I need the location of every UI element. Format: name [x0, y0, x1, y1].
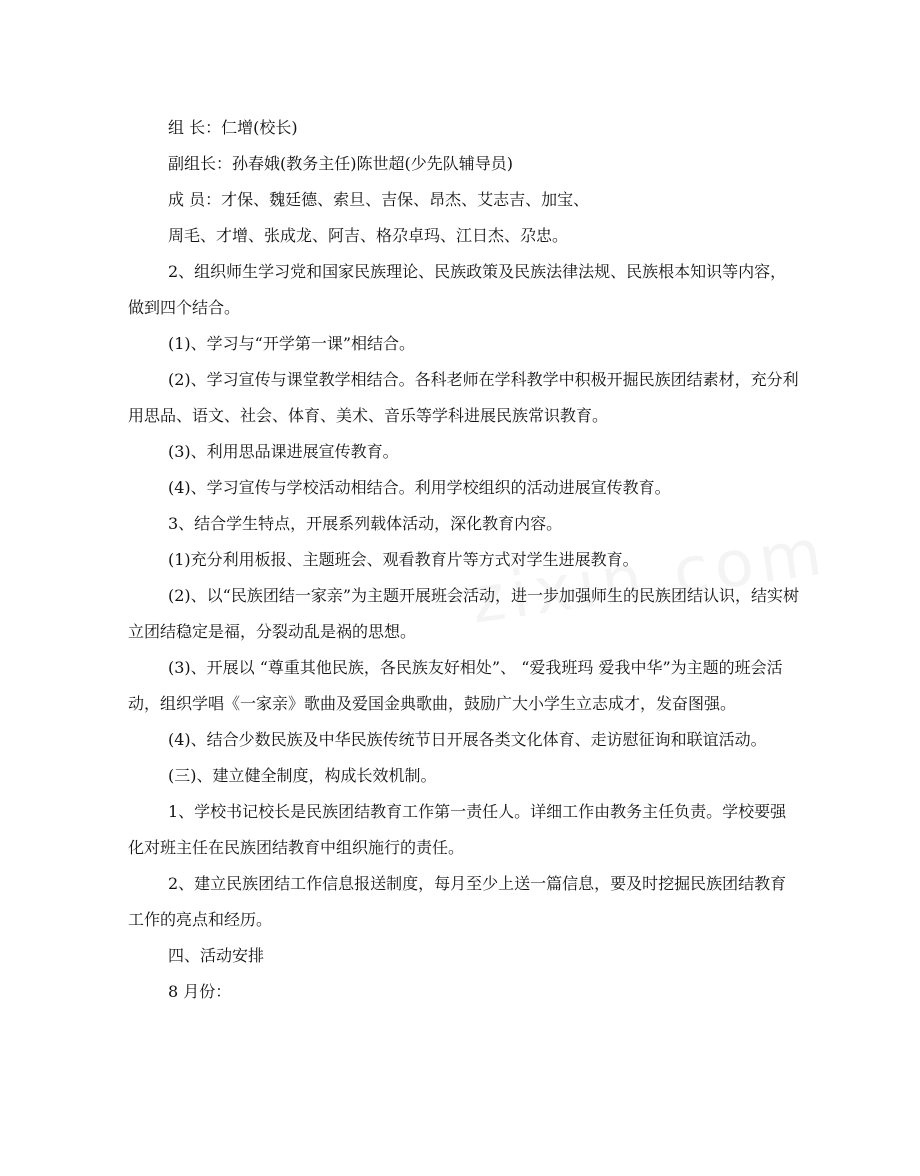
paragraph-august: 8 月份：	[168, 982, 232, 1001]
paragraph-leader: 组 长：仁增(校长)	[168, 118, 298, 137]
paragraph-section-3: (三)、建立健全制度，构成长效机制。	[168, 766, 437, 785]
document-body	[128, 110, 800, 1010]
paragraph-section-3-2: 2、建立民族团结工作信息报送制度，每月至少上送一篇信息，要及时挖掘民族团结教育工作的亮点和经历。	[128, 874, 787, 929]
paragraph-item-3-2: (2)、以“民族团结一家亲”为主题开展班会活动，进一步加强师生的民族团结认识，结实树立团结稳定是福，分裂动乱是祸的思想。	[128, 586, 800, 641]
paragraph-deputy-leader: 副组长：孙春娥(教务主任)陈世超(少先队辅导员)	[168, 154, 513, 173]
paragraph-item-2: 2、组织师生学习党和国家民族理论、民族政策及民族法律法规、民族根本知识等内容，做到四个结合。	[128, 262, 787, 317]
paragraph-item-2-4: (4)、学习宣传与学校活动相结合。利用学校组织的活动进展宣传教育。	[168, 478, 671, 497]
paragraph-members-continued: 周毛、才增、张成龙、阿吉、格尕卓玛、江日杰、尕忠。	[168, 226, 569, 245]
paragraph-item-3-4: (4)、结合少数民族及中华民族传统节日开展各类文化体育、走访慰征询和联谊活动。	[168, 730, 767, 749]
heading-activity-schedule: 四、活动安排	[168, 946, 265, 965]
paragraph-item-3-3: (3)、开展以 “尊重其他民族，各民族友好相处”、 “爱我班玛 爱我中华”为主题的班会活动，组织学唱《一家亲》歌曲及爱国金典歌曲，鼓励广大小学生立志成才，发奋图强。	[128, 658, 783, 713]
paragraph-item-3-1: (1)充分利用板报、主题班会、观看教育片等方式对学生进展教育。	[168, 550, 639, 569]
paragraph-item-2-1: (1)、学习与“开学第一课”相结合。	[168, 334, 416, 353]
paragraph-members: 成 员：才保、魏廷德、索旦、吉保、昂杰、艾志吉、加宝、	[168, 190, 590, 209]
paragraph-item-2-3: (3)、利用思品课进展宣传教育。	[168, 442, 399, 461]
paragraph-section-3-1: 1、学校书记校长是民族团结教育工作第一责任人。详细工作由教务主任负责。学校要强化对班主任在民族团结教育中组织施行的责任。	[128, 802, 787, 857]
paragraph-item-3: 3、结合学生特点，开展系列载体活动，深化教育内容。	[168, 514, 563, 533]
paragraph-item-2-2: (2)、学习宣传与课堂教学相结合。各科老师在学科教学中积极开掘民族团结素材，充分利用思品、语文、社会、体育、美术、音乐等学科进展民族常识教育。	[128, 370, 799, 425]
